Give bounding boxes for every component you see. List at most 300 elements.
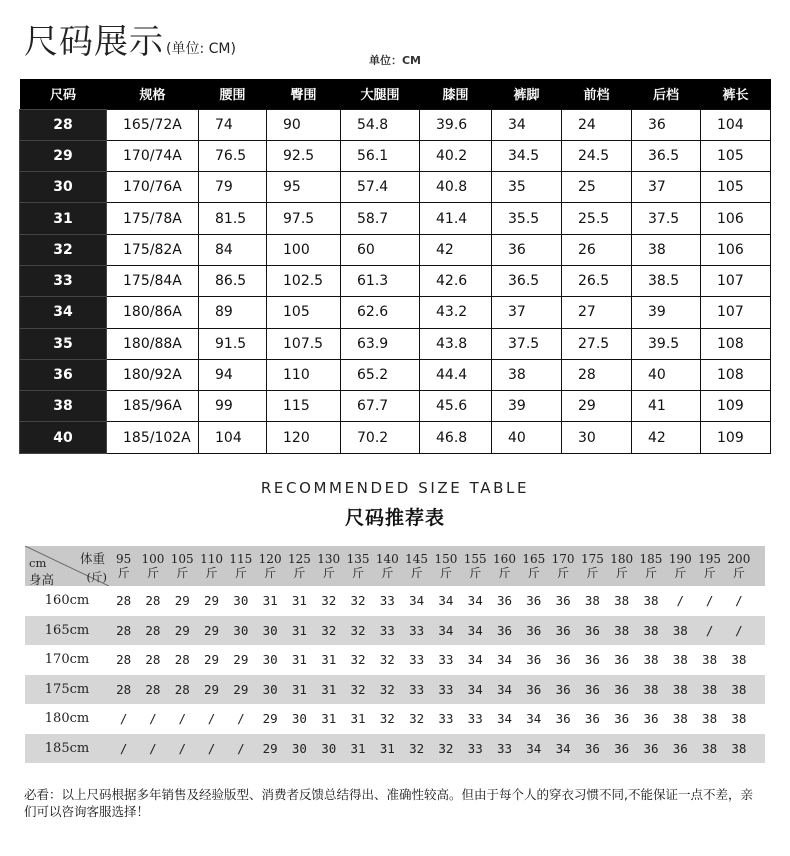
size-col-header: 规格 [107,79,199,109]
weight-header [343,552,372,580]
recommended-size-cell: 36 [526,681,542,697]
measure-cell: 91.5 [199,328,267,359]
measure-cell: 40.8 [420,172,492,203]
recommended-size-cell: / [149,740,157,756]
recommended-size-cell: / [705,622,714,638]
recommended-size-cell: 33 [438,681,454,697]
measure-cell: 40.2 [420,140,492,171]
measure-cell: 30 [562,422,632,453]
recommended-size-cell: 34 [438,622,454,638]
recommended-size-cell: 34 [438,593,454,609]
corner-cell [25,546,109,586]
measure-cell: 104 [199,422,267,453]
table-row [20,172,771,203]
recommended-size-cell: 38 [672,681,688,697]
recommended-header-row [25,546,765,586]
recommended-size-cell: 32 [379,652,395,668]
measure-cell: 29 [562,391,632,422]
recommended-size-cell: 29 [262,711,278,727]
recommended-size-cell: 31 [262,593,278,609]
size-col-header: 臀围 [267,79,341,109]
weight-value: 185 [639,552,663,566]
weight-unit: 斤 [557,566,570,580]
measure-cell: 90 [267,109,341,140]
measure-cell: 26 [562,234,632,265]
recommended-size-cell: 38 [643,681,659,697]
recommended-size-cell: 30 [321,740,337,756]
measure-cell: 180/92A [107,359,199,390]
measure-cell: 180/86A [107,297,199,328]
recommended-size-cell: 36 [584,740,600,756]
recommended-size-cell: 33 [409,652,425,668]
weight-header [490,552,519,580]
measure-cell: 58.7 [341,203,420,234]
measure-cell: 105 [701,140,771,171]
recommended-size-cell: 28 [145,652,161,668]
weight-unit: 斤 [469,566,482,580]
recommended-size-cell: 36 [555,622,571,638]
weight-unit: 斤 [527,566,540,580]
weight-header [431,552,460,580]
weight-unit: 斤 [205,566,218,580]
measure-cell: 24.5 [562,140,632,171]
measure-cell: 42 [632,422,701,453]
table-row [20,234,771,265]
measure-cell: 106 [701,234,771,265]
weight-value: 155 [463,552,487,566]
weight-header [607,552,636,580]
weight-header [578,552,607,580]
size-cell: 30 [20,172,107,203]
recommended-size-cell: / [735,593,743,609]
recommended-size-cell: 32 [350,622,366,638]
recommended-size-cell: 29 [233,681,249,697]
recommended-size-cell: 32 [438,740,454,756]
recommended-size-cell: 38 [672,622,688,638]
recommended-size-cell: 38 [672,652,688,668]
measure-cell: 27.5 [562,328,632,359]
size-cell: 34 [20,297,107,328]
recommended-size-cell: 38 [614,593,630,609]
page-unit: (单位: CM) [166,41,236,57]
measure-cell: 38 [492,359,562,390]
measure-cell: 70.2 [341,422,420,453]
table-row [20,203,771,234]
measure-cell: 109 [701,391,771,422]
recommended-size-cell: 36 [526,593,542,609]
recommended-size-cell: 36 [672,740,688,756]
recommended-size-cell: 31 [350,711,366,727]
weight-unit: 斤 [293,566,306,580]
corner-height: 身高 [29,572,55,587]
recommended-size-cell: 36 [555,593,571,609]
corner-jin: (斤) [86,570,107,584]
table-row [20,297,771,328]
weight-header [109,552,138,580]
size-col-header: 尺码 [20,79,107,109]
measure-cell: 24 [562,109,632,140]
recommended-size-cell: 33 [409,681,425,697]
recommended-size-cell: 36 [614,681,630,697]
recommended-size-cell: 33 [496,740,513,756]
recommended-size-cell: 31 [350,740,366,756]
measure-cell: 26.5 [562,265,632,296]
measure-cell: 42 [420,234,492,265]
recommended-size-cell: / [705,593,714,609]
size-cell: 32 [20,234,107,265]
table-row [20,359,771,390]
recommended-size-cell: / [119,711,128,727]
recommended-size-cell: 34 [467,652,483,668]
size-col-header: 大腿围 [341,79,420,109]
recommended-size-cell: 31 [291,593,307,609]
measure-cell: 25 [562,172,632,203]
recommended-size-cell: 38 [702,681,718,697]
recommended-size-cell: 38 [731,652,747,668]
weight-unit: 斤 [117,566,130,580]
size-cell: 29 [20,140,107,171]
table-row [20,140,771,171]
measure-cell: 84 [199,234,267,265]
weight-unit: 斤 [498,566,511,580]
measure-cell: 65.2 [341,359,420,390]
measure-cell: 108 [701,359,771,390]
recommended-size-cell: 34 [526,740,542,756]
recommended-size-cell: 34 [555,740,571,756]
recommended-size-cell: 32 [409,740,425,756]
recommended-row [25,645,765,675]
weight-unit: 斤 [703,566,716,580]
recommended-size-cell: / [237,711,245,727]
weight-unit: 斤 [322,566,335,580]
measure-cell: 37 [492,297,562,328]
size-cell: 31 [20,203,107,234]
measure-cell: 185/96A [107,391,199,422]
weight-header [314,552,343,580]
recommended-size-cell: 38 [702,711,718,727]
recommended-size-cell: 36 [584,711,600,727]
measure-cell: 36 [492,234,562,265]
measure-cell: 108 [701,328,771,359]
measure-cell: 57.4 [341,172,420,203]
recommended-size-cell: 38 [731,711,747,727]
measure-cell: 45.6 [420,391,492,422]
measure-cell: 67.7 [341,391,420,422]
measure-cell: 99 [199,391,267,422]
recommended-size-cell: 32 [409,711,425,727]
measure-cell: 175/78A [107,203,199,234]
measure-cell: 94 [199,359,267,390]
recommended-size-cell: 38 [643,593,659,609]
weight-unit: 斤 [234,566,247,580]
measure-cell: 175/82A [107,234,199,265]
weight-header [197,552,226,580]
measure-cell: 46.8 [420,422,492,453]
measure-cell: 110 [267,359,341,390]
recommended-size-cell: 34 [467,681,483,697]
weight-unit: 斤 [146,566,159,580]
recommended-size-cell: / [735,622,743,638]
measure-cell: 39 [492,391,562,422]
recommended-size-cell: 33 [467,740,483,756]
measure-cell: 185/102A [107,422,199,453]
measure-cell: 40 [492,422,562,453]
size-col-header: 腰围 [199,79,267,109]
recommended-size-cell: 31 [321,652,337,668]
weight-value: 130 [317,552,341,566]
table-row [20,265,771,296]
recommended-size-cell: 38 [614,622,630,638]
size-col-header: 后档 [632,79,701,109]
recommended-size-cell: 29 [233,652,249,668]
recommended-size-cell: / [237,740,245,756]
recommended-size-cell: / [207,740,216,756]
weight-value: 140 [375,552,399,566]
size-col-header: 裤脚 [492,79,562,109]
weight-value: 170 [551,552,575,566]
measure-cell: 92.5 [267,140,341,171]
weight-header [226,552,255,580]
measure-cell: 25.5 [562,203,632,234]
recommended-size-cell: 28 [116,681,132,697]
recommended-size-cell: 29 [204,652,220,668]
weight-header [402,552,431,580]
recommended-size-cell: 28 [116,593,132,609]
recommended-size-cell: 29 [262,740,278,756]
size-table [19,79,771,454]
size-cell: 40 [20,422,107,453]
measure-cell: 165/72A [107,109,199,140]
measure-cell: 54.8 [341,109,420,140]
measure-cell: 38 [632,234,701,265]
page-title: 尺码展示 [24,22,164,62]
recommended-size-cell: 32 [379,681,395,697]
recommended-size-cell: 31 [321,681,337,697]
recommended-size-cell: 31 [379,740,395,756]
measure-cell: 39.6 [420,109,492,140]
measure-cell: 35 [492,172,562,203]
measure-cell: 120 [267,422,341,453]
recommended-size-cell: 36 [555,652,571,668]
recommended-size-cell: 38 [643,622,659,638]
weight-value: 175 [580,552,604,566]
measure-cell: 115 [267,391,341,422]
recommended-size-cell: 28 [145,681,161,697]
weight-header [724,552,753,580]
measure-cell: 109 [701,422,771,453]
size-col-header: 前档 [562,79,632,109]
weight-unit: 斤 [674,566,687,580]
recommended-size-cell: 36 [614,740,630,756]
recommended-size-cell: 32 [321,593,337,609]
size-col-header: 裤长 [701,79,771,109]
recommended-size-cell: 31 [291,681,307,697]
weight-value: 120 [258,552,282,566]
recommended-row [25,616,765,646]
weight-value: 115 [229,552,253,566]
recommended-size-cell: 36 [614,711,630,727]
measure-cell: 107.5 [267,328,341,359]
recommended-row [25,734,765,764]
measure-cell: 36 [632,109,701,140]
recommended-size-cell: 30 [233,622,249,638]
recommended-row [25,586,765,616]
recommended-size-cell: 36 [496,622,513,638]
size-cell: 38 [20,391,107,422]
height-label: 175cm [44,681,90,697]
measure-cell: 79 [199,172,267,203]
recommended-size-cell: 28 [116,652,132,668]
recommended-size-cell: 36 [526,622,542,638]
weight-value: 200 [727,552,751,566]
recommended-size-cell: / [178,740,186,756]
measure-cell: 95 [267,172,341,203]
recommended-size-cell: 28 [174,652,190,668]
recommended-size-cell: 30 [233,593,249,609]
measure-cell: 36.5 [492,265,562,296]
table-row [20,422,771,453]
weight-unit: 斤 [439,566,452,580]
recommended-size-cell: 33 [438,652,454,668]
measure-cell: 106 [701,203,771,234]
measure-cell: 41.4 [420,203,492,234]
weight-unit: 斤 [352,566,365,580]
height-label: 160cm [44,593,90,609]
weight-header [255,552,284,580]
weight-value: 145 [405,552,429,566]
recommended-size-cell: 29 [204,622,220,638]
measure-cell: 102.5 [267,265,341,296]
recommended-size-cell: 28 [145,622,161,638]
measure-cell: 36.5 [632,140,701,171]
recommended-size-cell: 34 [496,711,513,727]
measure-cell: 37.5 [632,203,701,234]
measure-cell: 27 [562,297,632,328]
recommended-size-cell: 33 [379,622,395,638]
recommended-size-cell: 32 [321,622,337,638]
recommended-size-cell: 31 [291,622,307,638]
weight-value: 190 [668,552,692,566]
weight-header [666,552,695,580]
height-label: 185cm [44,740,90,756]
recommended-size-cell: 34 [467,622,483,638]
measure-cell: 105 [701,172,771,203]
recommended-size-cell: 29 [204,681,220,697]
recommended-size-cell: 33 [379,593,395,609]
weight-value: 165 [522,552,546,566]
recommended-size-cell: 29 [204,593,220,609]
recommended-size-cell: 33 [438,711,454,727]
recommended-size-cell: / [178,711,186,727]
recommended-size-cell: 28 [116,622,132,638]
weight-value: 180 [610,552,634,566]
measure-cell: 86.5 [199,265,267,296]
weight-unit: 斤 [586,566,599,580]
measure-cell: 39.5 [632,328,701,359]
weight-value: 150 [434,552,458,566]
recommended-size-cell: 34 [409,593,425,609]
size-table-header [20,79,771,109]
recommended-size-table [25,546,765,763]
recommended-title-zh: 尺码推荐表 [344,507,445,529]
weight-value: 135 [346,552,370,566]
recommended-size-cell: / [149,711,157,727]
weight-value: 105 [170,552,194,566]
measure-cell: 56.1 [341,140,420,171]
recommended-size-cell: 29 [174,593,190,609]
recommended-size-cell: 33 [467,711,483,727]
weight-unit: 斤 [410,566,423,580]
recommended-size-cell: 38 [584,593,600,609]
weight-value: 125 [287,552,311,566]
recommended-size-cell: 31 [291,652,307,668]
measure-cell: 107 [701,297,771,328]
recommended-size-cell: 32 [350,681,366,697]
measure-cell: 175/84A [107,265,199,296]
measure-cell: 61.3 [341,265,420,296]
recommended-size-cell: 38 [702,740,718,756]
recommended-size-cell: 38 [643,652,659,668]
size-col-header: 膝围 [420,79,492,109]
recommended-size-cell: 28 [145,593,161,609]
measure-cell: 63.9 [341,328,420,359]
recommended-row [25,675,765,705]
measure-cell: 39 [632,297,701,328]
footnote: 必看：以上尺码根据多年销售及经验版型、消费者反馈总结得出、准确性较高。但由于每个人的穿衣习惯不同,不能保证一点不差，亲们可以咨询客服选择！ [24,787,753,819]
measure-cell: 100 [267,234,341,265]
recommended-size-cell: 34 [526,711,542,727]
measure-cell: 170/74A [107,140,199,171]
recommended-size-cell: 36 [584,652,600,668]
measure-cell: 97.5 [267,203,341,234]
measure-cell: 41 [632,391,701,422]
recommended-size-cell: 36 [643,711,659,727]
recommended-size-cell: 38 [731,681,747,697]
measure-cell: 28 [562,359,632,390]
recommended-size-cell: / [207,711,216,727]
measure-cell: 170/76A [107,172,199,203]
recommended-size-cell: 30 [291,740,307,756]
weight-unit: 斤 [381,566,394,580]
recommended-size-cell: 36 [555,711,571,727]
recommended-size-cell: / [676,593,685,609]
measure-cell: 60 [341,234,420,265]
height-label: 170cm [44,652,90,668]
table-row [20,391,771,422]
recommended-size-cell: 28 [174,681,190,697]
recommended-size-cell: 33 [409,622,425,638]
measure-cell: 105 [267,297,341,328]
measure-cell: 35.5 [492,203,562,234]
measure-cell: 76.5 [199,140,267,171]
weight-header [636,552,665,580]
recommended-title-en: RECOMMENDED SIZE TABLE [260,479,530,497]
recommended-size-cell: 32 [350,652,366,668]
recommended-size-cell: 34 [467,593,483,609]
weight-unit: 斤 [615,566,628,580]
unit-note: 单位：CM [368,54,422,65]
recommended-size-cell: 30 [262,622,278,638]
measure-cell: 40 [632,359,701,390]
weight-value: 110 [200,552,223,566]
measure-cell: 44.4 [420,359,492,390]
table-row [20,328,771,359]
height-label: 165cm [44,622,90,638]
weight-header [548,552,577,580]
measure-cell: 34.5 [492,140,562,171]
height-label: 180cm [44,711,90,727]
weight-header [461,552,490,580]
